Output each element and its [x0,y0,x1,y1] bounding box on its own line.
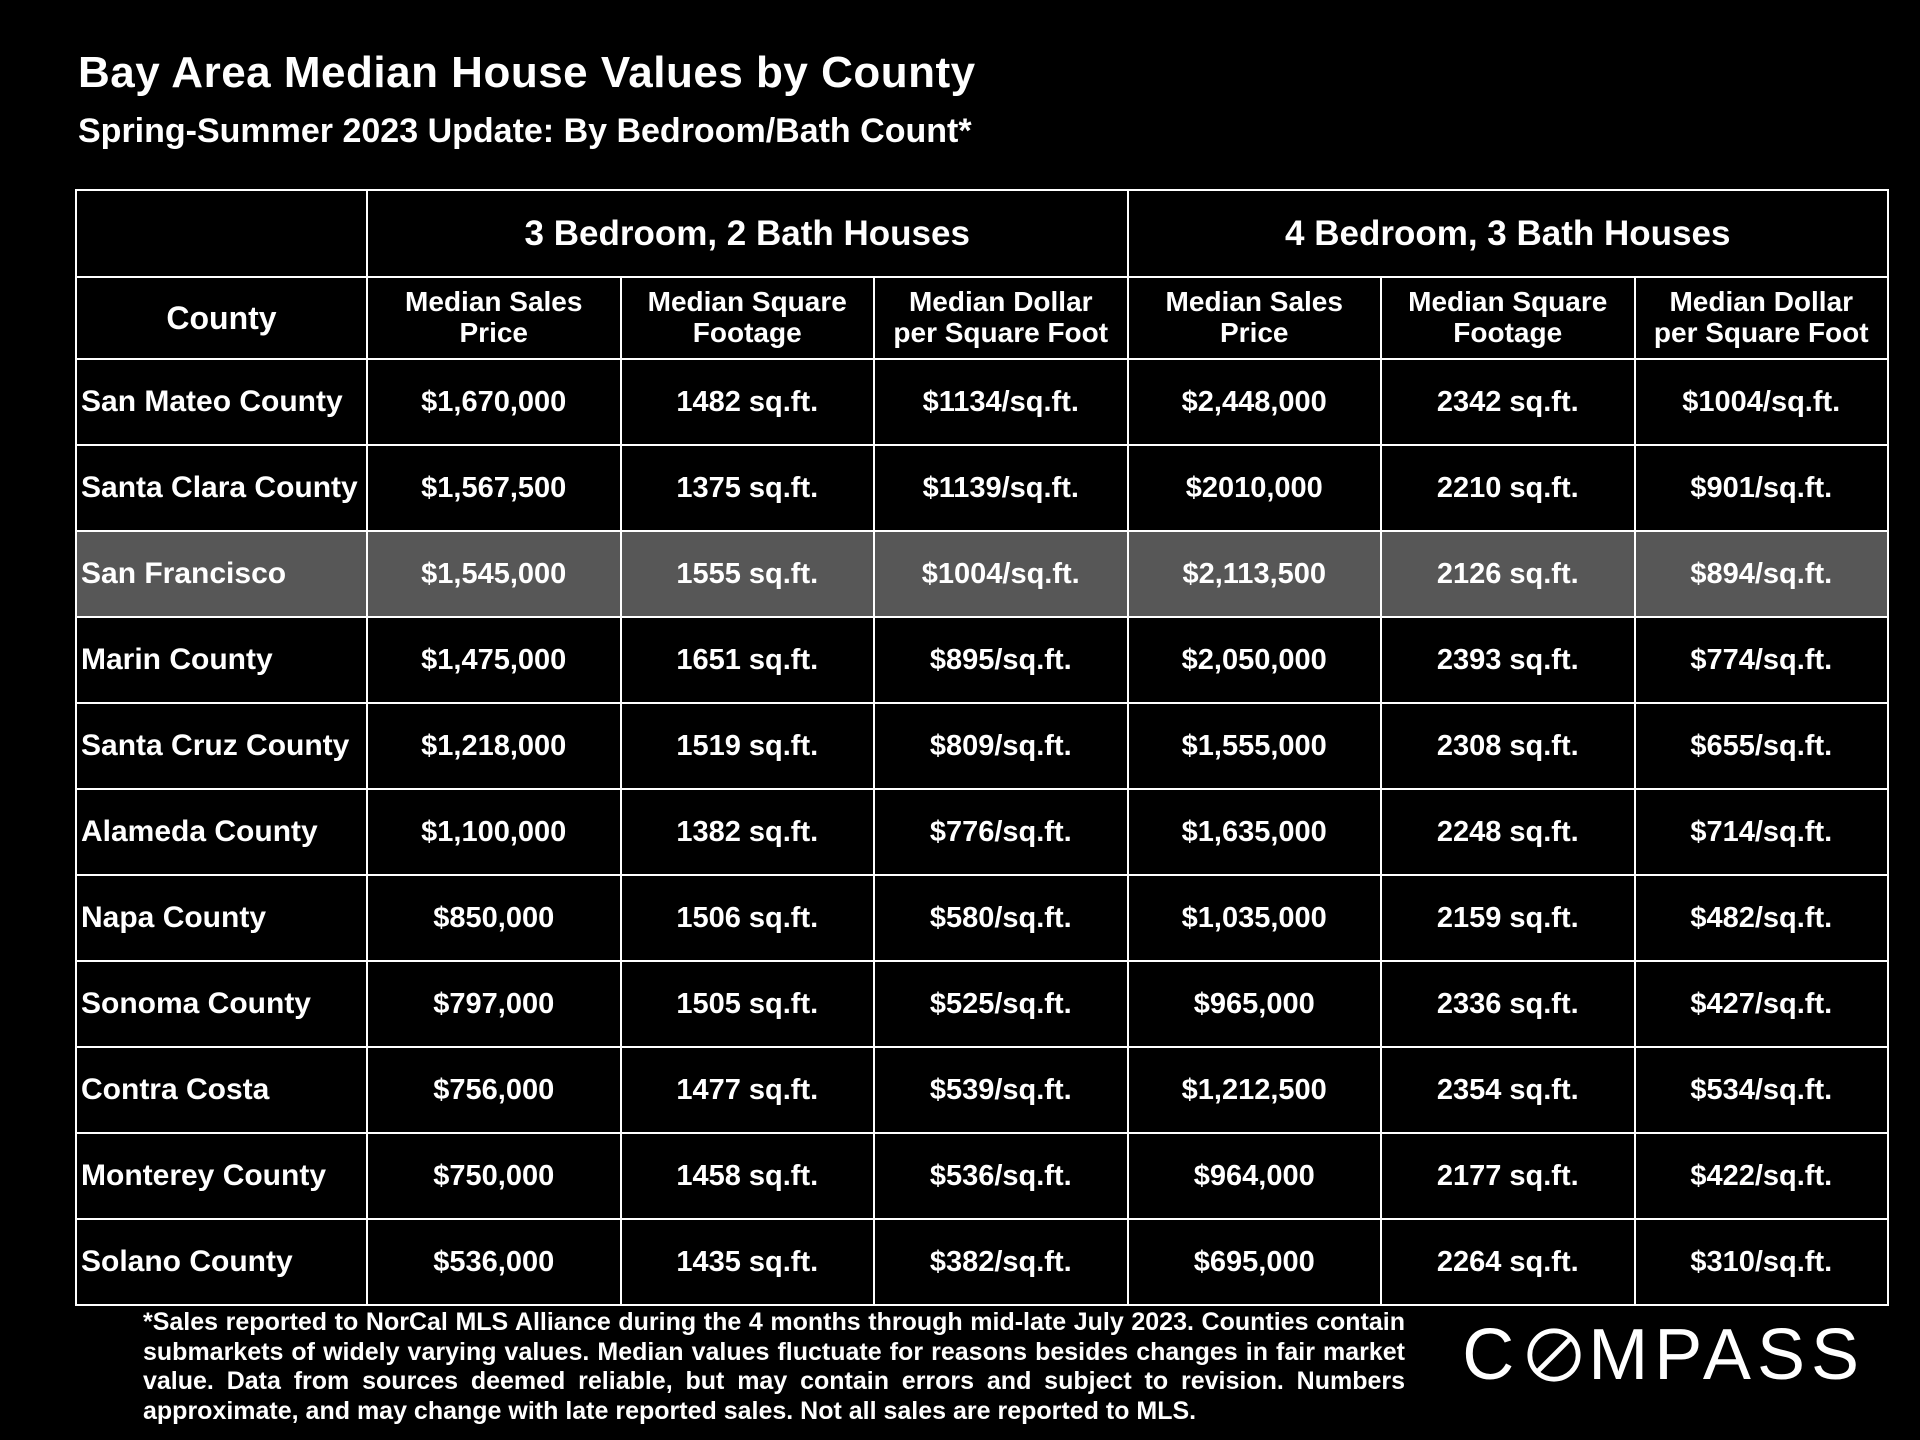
value-cell: $1,635,000 [1128,789,1382,875]
table-row [76,875,1888,961]
value-cell: 2264 sq.ft. [1381,1219,1635,1305]
county-header: County [76,277,367,359]
value-cell: 1477 sq.ft. [621,1047,875,1133]
value-cell: 2354 sq.ft. [1381,1047,1635,1133]
county-cell: Napa County [76,875,367,961]
value-cell: 1458 sq.ft. [621,1133,875,1219]
logo-letter-c: C [1462,1315,1521,1395]
county-cell: Santa Cruz County [76,703,367,789]
value-cell: 2210 sq.ft. [1381,445,1635,531]
value-cell: 2393 sq.ft. [1381,617,1635,703]
value-cell: $2,050,000 [1128,617,1382,703]
value-cell: $750,000 [367,1133,621,1219]
value-cell: 1435 sq.ft. [621,1219,875,1305]
county-cell: San Francisco [76,531,367,617]
value-cell: $382/sq.ft. [874,1219,1128,1305]
value-cell: $1,475,000 [367,617,621,703]
value-cell: $536/sq.ft. [874,1133,1128,1219]
value-cell: $422/sq.ft. [1635,1133,1889,1219]
value-cell: $774/sq.ft. [1635,617,1889,703]
value-cell: $809/sq.ft. [874,703,1128,789]
value-cell: $1134/sq.ft. [874,359,1128,445]
value-cell: $895/sq.ft. [874,617,1128,703]
value-cell: $1004/sq.ft. [1635,359,1889,445]
value-cell: 2308 sq.ft. [1381,703,1635,789]
value-cell: 2336 sq.ft. [1381,961,1635,1047]
table-row [76,359,1888,445]
value-cell: $1,567,500 [367,445,621,531]
column-header: Median Sales Price [1128,277,1382,359]
value-cell: $310/sq.ft. [1635,1219,1889,1305]
compass-logo [1462,1314,1865,1396]
value-cell: $2,113,500 [1128,531,1382,617]
value-cell: $1,035,000 [1128,875,1382,961]
county-cell: Santa Clara County [76,445,367,531]
page-subtitle: Spring-Summer 2023 Update: By Bedroom/Bath Count* [78,112,972,150]
table-row [76,617,1888,703]
value-cell: $1,670,000 [367,359,621,445]
value-cell: $580/sq.ft. [874,875,1128,961]
value-cell: $776/sq.ft. [874,789,1128,875]
value-cell: $1004/sq.ft. [874,531,1128,617]
value-cell: 2342 sq.ft. [1381,359,1635,445]
column-header: Median Sales Price [367,277,621,359]
value-cell: $534/sq.ft. [1635,1047,1889,1133]
value-cell: $1,218,000 [367,703,621,789]
column-header: Median Square Footage [1381,277,1635,359]
value-cell: $2,448,000 [1128,359,1382,445]
value-cell: $1,212,500 [1128,1047,1382,1133]
group-header-3bd2ba: 3 Bedroom, 2 Bath Houses [367,190,1128,277]
value-cell: $964,000 [1128,1133,1382,1219]
table-row [76,703,1888,789]
compass-o-icon [1525,1326,1583,1384]
county-cell: San Mateo County [76,359,367,445]
value-cell: 2248 sq.ft. [1381,789,1635,875]
value-cell: $539/sq.ft. [874,1047,1128,1133]
value-cell: 1506 sq.ft. [621,875,875,961]
median-values-table [75,189,1889,1306]
footnote: *Sales reported to NorCal MLS Alliance during the 4 months through mid-late July 2023. Counties contain submarkets of widely varying values. Median values fluctuate for reasons besides changes in fair market value. Data from sources deemed reliable, but may contain errors and subject to revision. Numbers approximate, and may change with late reported sales. Not all sales are reported to MLS. [143,1308,1405,1425]
column-header: Median Square Footage [621,277,875,359]
value-cell: $1,545,000 [367,531,621,617]
value-cell: 1651 sq.ft. [621,617,875,703]
table-row [76,1047,1888,1133]
value-cell: 1519 sq.ft. [621,703,875,789]
value-cell: $1,100,000 [367,789,621,875]
table-row-highlighted [76,531,1888,617]
value-cell: 1505 sq.ft. [621,961,875,1047]
value-cell: $894/sq.ft. [1635,531,1889,617]
county-cell: Monterey County [76,1133,367,1219]
value-cell: $525/sq.ft. [874,961,1128,1047]
value-cell: $797,000 [367,961,621,1047]
value-cell: 2126 sq.ft. [1381,531,1635,617]
table-row [76,789,1888,875]
value-cell: 1375 sq.ft. [621,445,875,531]
county-cell: Sonoma County [76,961,367,1047]
group-header-4bd3ba: 4 Bedroom, 3 Bath Houses [1128,190,1889,277]
value-cell: $2010,000 [1128,445,1382,531]
table-row [76,1133,1888,1219]
value-cell: $695,000 [1128,1219,1382,1305]
values-table-container [75,189,1889,1306]
value-cell: $536,000 [367,1219,621,1305]
column-header: Median Dollar per Square Foot [1635,277,1889,359]
value-cell: 2159 sq.ft. [1381,875,1635,961]
value-cell: 1555 sq.ft. [621,531,875,617]
column-header: Median Dollar per Square Foot [874,277,1128,359]
county-cell: Solano County [76,1219,367,1305]
county-cell: Marin County [76,617,367,703]
page-title: Bay Area Median House Values by County [78,48,976,97]
value-cell: $901/sq.ft. [1635,445,1889,531]
value-cell: $427/sq.ft. [1635,961,1889,1047]
table-row [76,445,1888,531]
value-cell: $756,000 [367,1047,621,1133]
value-cell: $965,000 [1128,961,1382,1047]
value-cell: 2177 sq.ft. [1381,1133,1635,1219]
county-cell: Alameda County [76,789,367,875]
table-row [76,1219,1888,1305]
value-cell: $482/sq.ft. [1635,875,1889,961]
county-cell: Contra Costa [76,1047,367,1133]
column-header-row [76,277,1888,359]
value-cell: 1382 sq.ft. [621,789,875,875]
group-header-row [76,190,1888,277]
value-cell: $850,000 [367,875,621,961]
logo-letters-mpass: MPASS [1588,1315,1865,1395]
value-cell: 1482 sq.ft. [621,359,875,445]
value-cell: $655/sq.ft. [1635,703,1889,789]
value-cell: $714/sq.ft. [1635,789,1889,875]
value-cell: $1139/sq.ft. [874,445,1128,531]
corner-cell [76,190,367,277]
table-row [76,961,1888,1047]
value-cell: $1,555,000 [1128,703,1382,789]
